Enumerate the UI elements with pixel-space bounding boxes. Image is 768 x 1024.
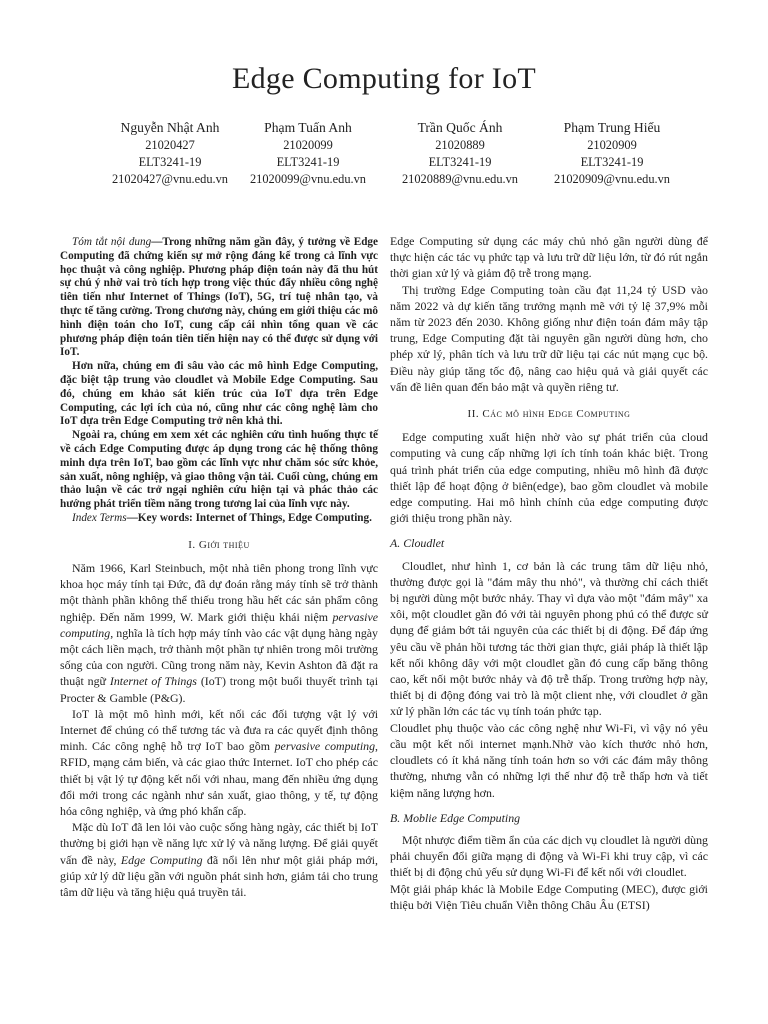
author-card (517, 118, 707, 188)
author-class: ELT3241-19 (276, 155, 340, 169)
emphasis-text: Internet of Things (109, 674, 197, 689)
text-run: Mặc dù IoT đã len lỏi vào cuộc sống hàng ngày, các thiết bị IoT thường bị giới hạn về năng lực xử lý và năng lượng. Để giải quyết vấn đề này, (60, 820, 378, 867)
body-paragraph: Edge computing xuất hiện nhờ vào sự phát triển của cloud computing và cung cấp những lợi ích tính toán khác biệt. Trong quá trình phát triển của edge computing, nhiều mô hình đã được thiết lập để hoạt động ở biên(edge), bao gồm cloudlet và mobile edge computing. Hai mô hình chính của edge computing được giới thiệu trong phần này. (390, 430, 708, 526)
author-email: 21020909@vnu.edu.vn (553, 172, 671, 186)
abstract-paragraph: Hơn nữa, chúng em đi sâu vào các mô hình Edge Computing, đặc biệt tập trung vào cloudlet và Mobile Edge Computing. Sau đó, chúng em khảo sát kiến trúc của IoT dựa trên Edge Computing, các lợi ích của nó, cũng như các công nghệ làm cho IoT dựa trên Edge Computing trở nên khả thi. (60, 360, 378, 428)
emphasis-text: Edge Computing (120, 852, 203, 867)
index-terms-label: Index Terms (72, 511, 127, 524)
index-terms (60, 512, 378, 526)
section-heading: II. Các mô hình Edge Computing (467, 408, 631, 421)
text-run: Năm 1966, Karl Steinbuch, một nhà tiên phong trong lĩnh vực khoa học máy tính tại Đức, đã dự đoán rằng máy tính sẽ trở thành một thành phần không thể thiếu trong hầu hết các sản phẩm công nghiệp. Đến năm 1999, W. Mark giới thiệu khái niệm (60, 560, 378, 624)
body-paragraph: Thị trường Edge Computing toàn cầu đạt 11,24 tỷ USD vào năm 2022 và dự kiến tăng trưởng mạnh mẽ với tỷ lệ 37,9% mỗi năm từ 2023 đến 2030. Không giống như điện toán đám mây tập trung, Edge Computing đặt tài nguyên gần người dùng hơn, cho phép xử lý, phân tích và lưu trữ dữ liệu tại các nút mạng cục bộ. Điều này giúp tăng tốc độ, nâng cao hiệu quả và giải quyết các vấn đề liên quan đến bảo mật và quyền riêng tư. (390, 282, 708, 394)
author-class: ELT3241-19 (138, 155, 202, 169)
text-run: , RFID, mạng cảm biến, và các giao thức Internet. IoT cho phép các thiết bị vật lý tự động kết nối với nhau, mang đến nhiều ứng dụng đổi mới trong các ngành như sản xuất, giao thông, y tế, tự động hóa công nghiệp, và ứng phó khẩn cấp. (60, 739, 378, 818)
abstract-paragraph: Ngoài ra, chúng em xem xét các nghiên cứu tình huống thực tế về cách Edge Computing được áp dụng trong các hệ thống thông minh dựa trên IoT, bao gồm các lĩnh vực như chăm sóc sức khỏe, sản xuất, nông nghiệp, và giao thông vận tải. Cuối cùng, chúng em thảo luận về các trở ngại nghiên cứu hiện tại và phác thảo các hướng phát triển tiềm năng trong tương lai của lĩnh vực này. (60, 429, 378, 511)
body-paragraph: Một nhược điểm tiềm ẩn của các dịch vụ cloudlet là người dùng phải chuyển đổi giữa mạng di động và Wi-Fi khi truy cập, vì các thiết bị di động chủ yếu sử dụng Wi-Fi để kết nối với cloudlet. (390, 832, 708, 880)
author-id: 21020427 (145, 138, 195, 152)
text-run: , nghĩa là tích hợp máy tính vào các vật dụng hàng ngày một cách liền mạch, trở thành một phần tự nhiên trong môi trường sống của con người. Cũng trong năm này, Kevin Ashton đã đặt ra thuật ngữ (60, 625, 378, 689)
author-email: 21020099@vnu.edu.vn (249, 172, 367, 186)
body-paragraph (60, 819, 378, 900)
text-run: IoT là một mô hình mới, kết nối các đối tượng vật lý với Internet để chúng có thể tương tác và đưa ra các quyết định thông minh. Các công nghệ hỗ trợ IoT bao gồm (60, 706, 378, 754)
author-name: Phạm Trung Hiếu (563, 120, 661, 135)
body-paragraph: Edge Computing sử dụng các máy chủ nhỏ gần người dùng để thực hiện các tác vụ phức tạp và lưu trữ dữ liệu lớn, từ đó rút ngắn thời gian xử lý và giảm độ trễ trong mạng. (390, 234, 708, 281)
subsection-heading: A. Cloudlet (390, 536, 445, 551)
author-class: ELT3241-19 (428, 155, 492, 169)
author-email: 21020889@vnu.edu.vn (401, 172, 519, 186)
author-id: 21020099 (283, 138, 333, 152)
left-column (60, 236, 378, 900)
section-heading: I. Giới thiệu (188, 538, 250, 551)
right-column (390, 233, 708, 913)
subsection-heading: B. Moblie Edge Computing (390, 810, 521, 825)
author-class: ELT3241-19 (580, 155, 644, 169)
text-run: (IoT) trong một buổi thuyết trình tại Procter & Gamble (P&G). (60, 674, 379, 705)
index-terms-text: —Key words: Internet of Things, Edge Computing. (126, 511, 372, 524)
emphasis-text: pervasive computing (274, 739, 376, 754)
abstract-paragraph (60, 236, 378, 360)
author-name: Trần Quốc Ánh (417, 120, 503, 135)
paper-title: Edge Computing for IoT (231, 62, 537, 95)
body-paragraph (60, 560, 378, 706)
author-id: 21020889 (435, 138, 485, 152)
body-paragraph (60, 706, 378, 819)
abstract-label: Tóm tắt nội dung (72, 236, 152, 248)
emphasis-text: pervasive computing (60, 609, 378, 640)
author-name: Phạm Tuấn Anh (264, 120, 352, 135)
body-paragraph: Một giải pháp khác là Mobile Edge Computing (MEC), được giới thiệu bởi Viện Tiêu chuẩn Viễn thông Châu Âu (ETSI) (390, 881, 708, 912)
body-paragraph: Cloudlet, như hình 1, cơ bản là các trung tâm dữ liệu nhỏ, thường được gọi là "đám mây thu nhỏ", và thường chỉ cách thiết bị người dùng một bước nhảy. Thay vì dựa vào một "đám mây" xa xôi, một cloudlet gần đó với tài nguyên phong phú có thể được sử dụng để giảm bớt tải nguyên của các thiết bị di động. Để đáp ứng yêu cầu về phản hồi tương tác thời gian thực, giải pháp là thiết lập kết nối không dây với một cloudlet gần đó cung cấp băng thông cao, kết nối một bước nhảy và độ trễ thấp. Trong trường hợp này, thiết bị di động đóng vai trò là một client nhẹ, với cloudlet ở gần xử lý phần lớn các tác vụ tính toán phức tạp. (390, 558, 708, 719)
author-id: 21020909 (587, 138, 637, 152)
abstract-text: —Trong những năm gần đây, ý tưởng về Edge Computing đã chứng kiến sự mở rộng đáng kể trong cả lĩnh vực học thuật và công nghiệp. Phương pháp điện toán này đã thu hút sự chú ý nhờ vai trò tích hợp trong việc thúc đẩy nhiều công nghệ tiên tiến như Internet of Things (IoT), 5G, trí tuệ nhân tạo, và thực tế tăng cường. Trong chương này, chúng em giới thiệu các mô hình điện toán cho IoT, cung cấp cái nhìn tổng quan về các phương pháp điện toán tiên tiến hiện nay có thể được sử dụng với IoT. (60, 236, 378, 359)
body-paragraph: Cloudlet phụ thuộc vào các công nghệ như Wi-Fi, vì vậy nó yêu cầu một kết nối internet mạnh.Nhờ vào kích thước nhỏ hơn, cloudlets có ít khả năng tính toán hơn so với các đám mây thông thường, nhưng vẫn có những lợi thế như độ trễ thấp hơn và tiết kiệm năng lượng hơn. (390, 720, 708, 800)
author-name: Nguyễn Nhật Anh (120, 120, 220, 135)
author-email: 21020427@vnu.edu.vn (111, 172, 229, 186)
text-run: đã nổi lên như một giải pháp mới, giúp xử lý dữ liệu gần với nguồn phát sinh hơn, giảm tải cho trung tâm dữ liệu và tăng hiệu quả truyền tải. (60, 852, 378, 899)
